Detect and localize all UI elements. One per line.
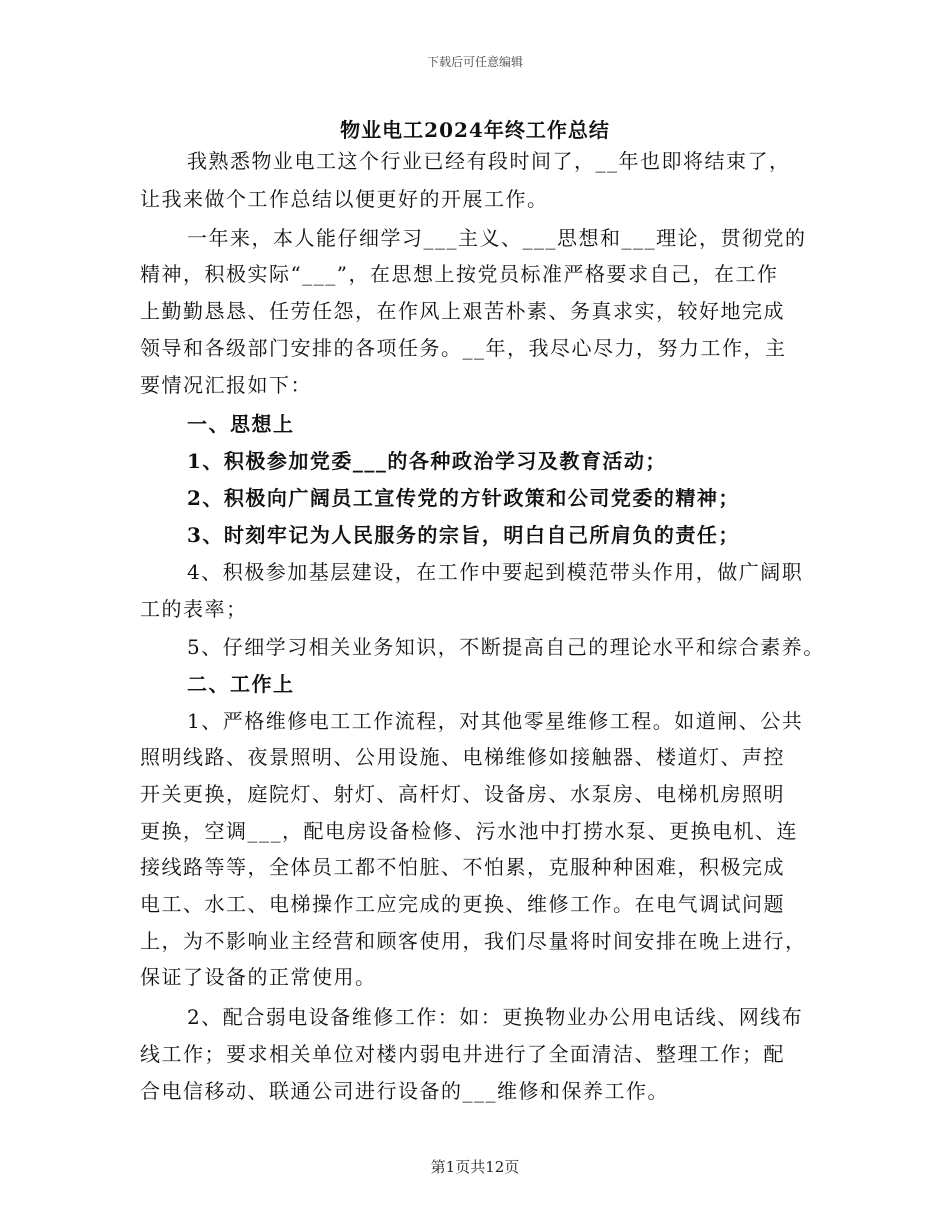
list-item: 2、积极向广阔员工宣传党的方针政策和公司党委的精神； <box>187 486 740 510</box>
list-item: 4、积极参加基层建设，在工作中要起到模范带头作用，做广阔职 <box>187 560 804 584</box>
list-item: 3、时刻牢记为人民服务的宗旨，明白自己所肩负的责任； <box>187 523 740 547</box>
paragraph-line: 精神，积极实际“___”，在思想上按党员标准严格要求自己，在工作 <box>140 262 779 286</box>
section-heading: 一、思想上 <box>187 412 295 436</box>
paragraph-line: 领导和各级部门安排的各项任务。__年，我尽心尽力，努力工作，主 <box>140 336 787 360</box>
list-item-continuation: 照明线路、夜景照明、公用设施、电梯维修如接触器、楼道灯、声控 <box>140 745 785 769</box>
list-item-continuation: 保证了设备的正常使用。 <box>140 965 377 989</box>
paragraph-line: 让我来做个工作总结以便更好的开展工作。 <box>140 187 549 211</box>
list-item-continuation: 开关更换，庭院灯、射灯、高杆灯、设备房、水泵房、电梯机房照明 <box>140 782 785 806</box>
list-item-continuation: 合电信移动、联通公司进行设备的___维修和保养工作。 <box>140 1079 669 1103</box>
list-item-continuation: 更换，空调___，配电房设备检修、污水池中打捞水泵、更换电机、连 <box>140 819 798 843</box>
list-item: 2、配合弱电设备维修工作：如：更换物业办公用电话线、网线布 <box>187 1005 804 1029</box>
page-number: 第1页共12页 <box>430 1158 520 1176</box>
list-item: 1、积极参加党委___的各种政治学习及教育活动； <box>187 449 667 473</box>
section-heading: 二、工作上 <box>187 672 295 696</box>
document-title: 物业电工2024年终工作总结 <box>340 118 610 142</box>
list-item-continuation: 接线路等等，全体员工都不怕脏、不怕累，克服种种困难，积极完成 <box>140 855 785 879</box>
list-item: 1、严格维修电工工作流程，对其他零星维修工程。如道闸、公共 <box>187 709 804 733</box>
paragraph-line: 要情况汇报如下： <box>140 373 312 397</box>
header-note: 下载后可任意编辑 <box>426 55 523 69</box>
paragraph-line: 一年来，本人能仔细学习___主义、___思想和___理论，贯彻党的 <box>187 226 807 250</box>
list-item-continuation: 上，为不影响业主经营和顾客使用，我们尽量将时间安排在晚上进行， <box>140 929 807 953</box>
paragraph-line: 上勤勤恳恳、任劳任怨，在作风上艰苦朴素、务真求实，较好地完成 <box>140 299 785 323</box>
paragraph-line: 我熟悉物业电工这个行业已经有段时间了，__年也即将结束了， <box>187 149 791 173</box>
list-item: 5、仔细学习相关业务知识，不断提高自己的理论水平和综合素养。 <box>187 635 825 659</box>
list-item-continuation: 线工作；要求相关单位对楼内弱电井进行了全面清洁、整理工作；配 <box>140 1042 785 1066</box>
list-item-continuation: 工的表率； <box>140 597 248 621</box>
list-item-continuation: 电工、水工、电梯操作工应完成的更换、维修工作。在电气调试问题 <box>140 892 785 916</box>
